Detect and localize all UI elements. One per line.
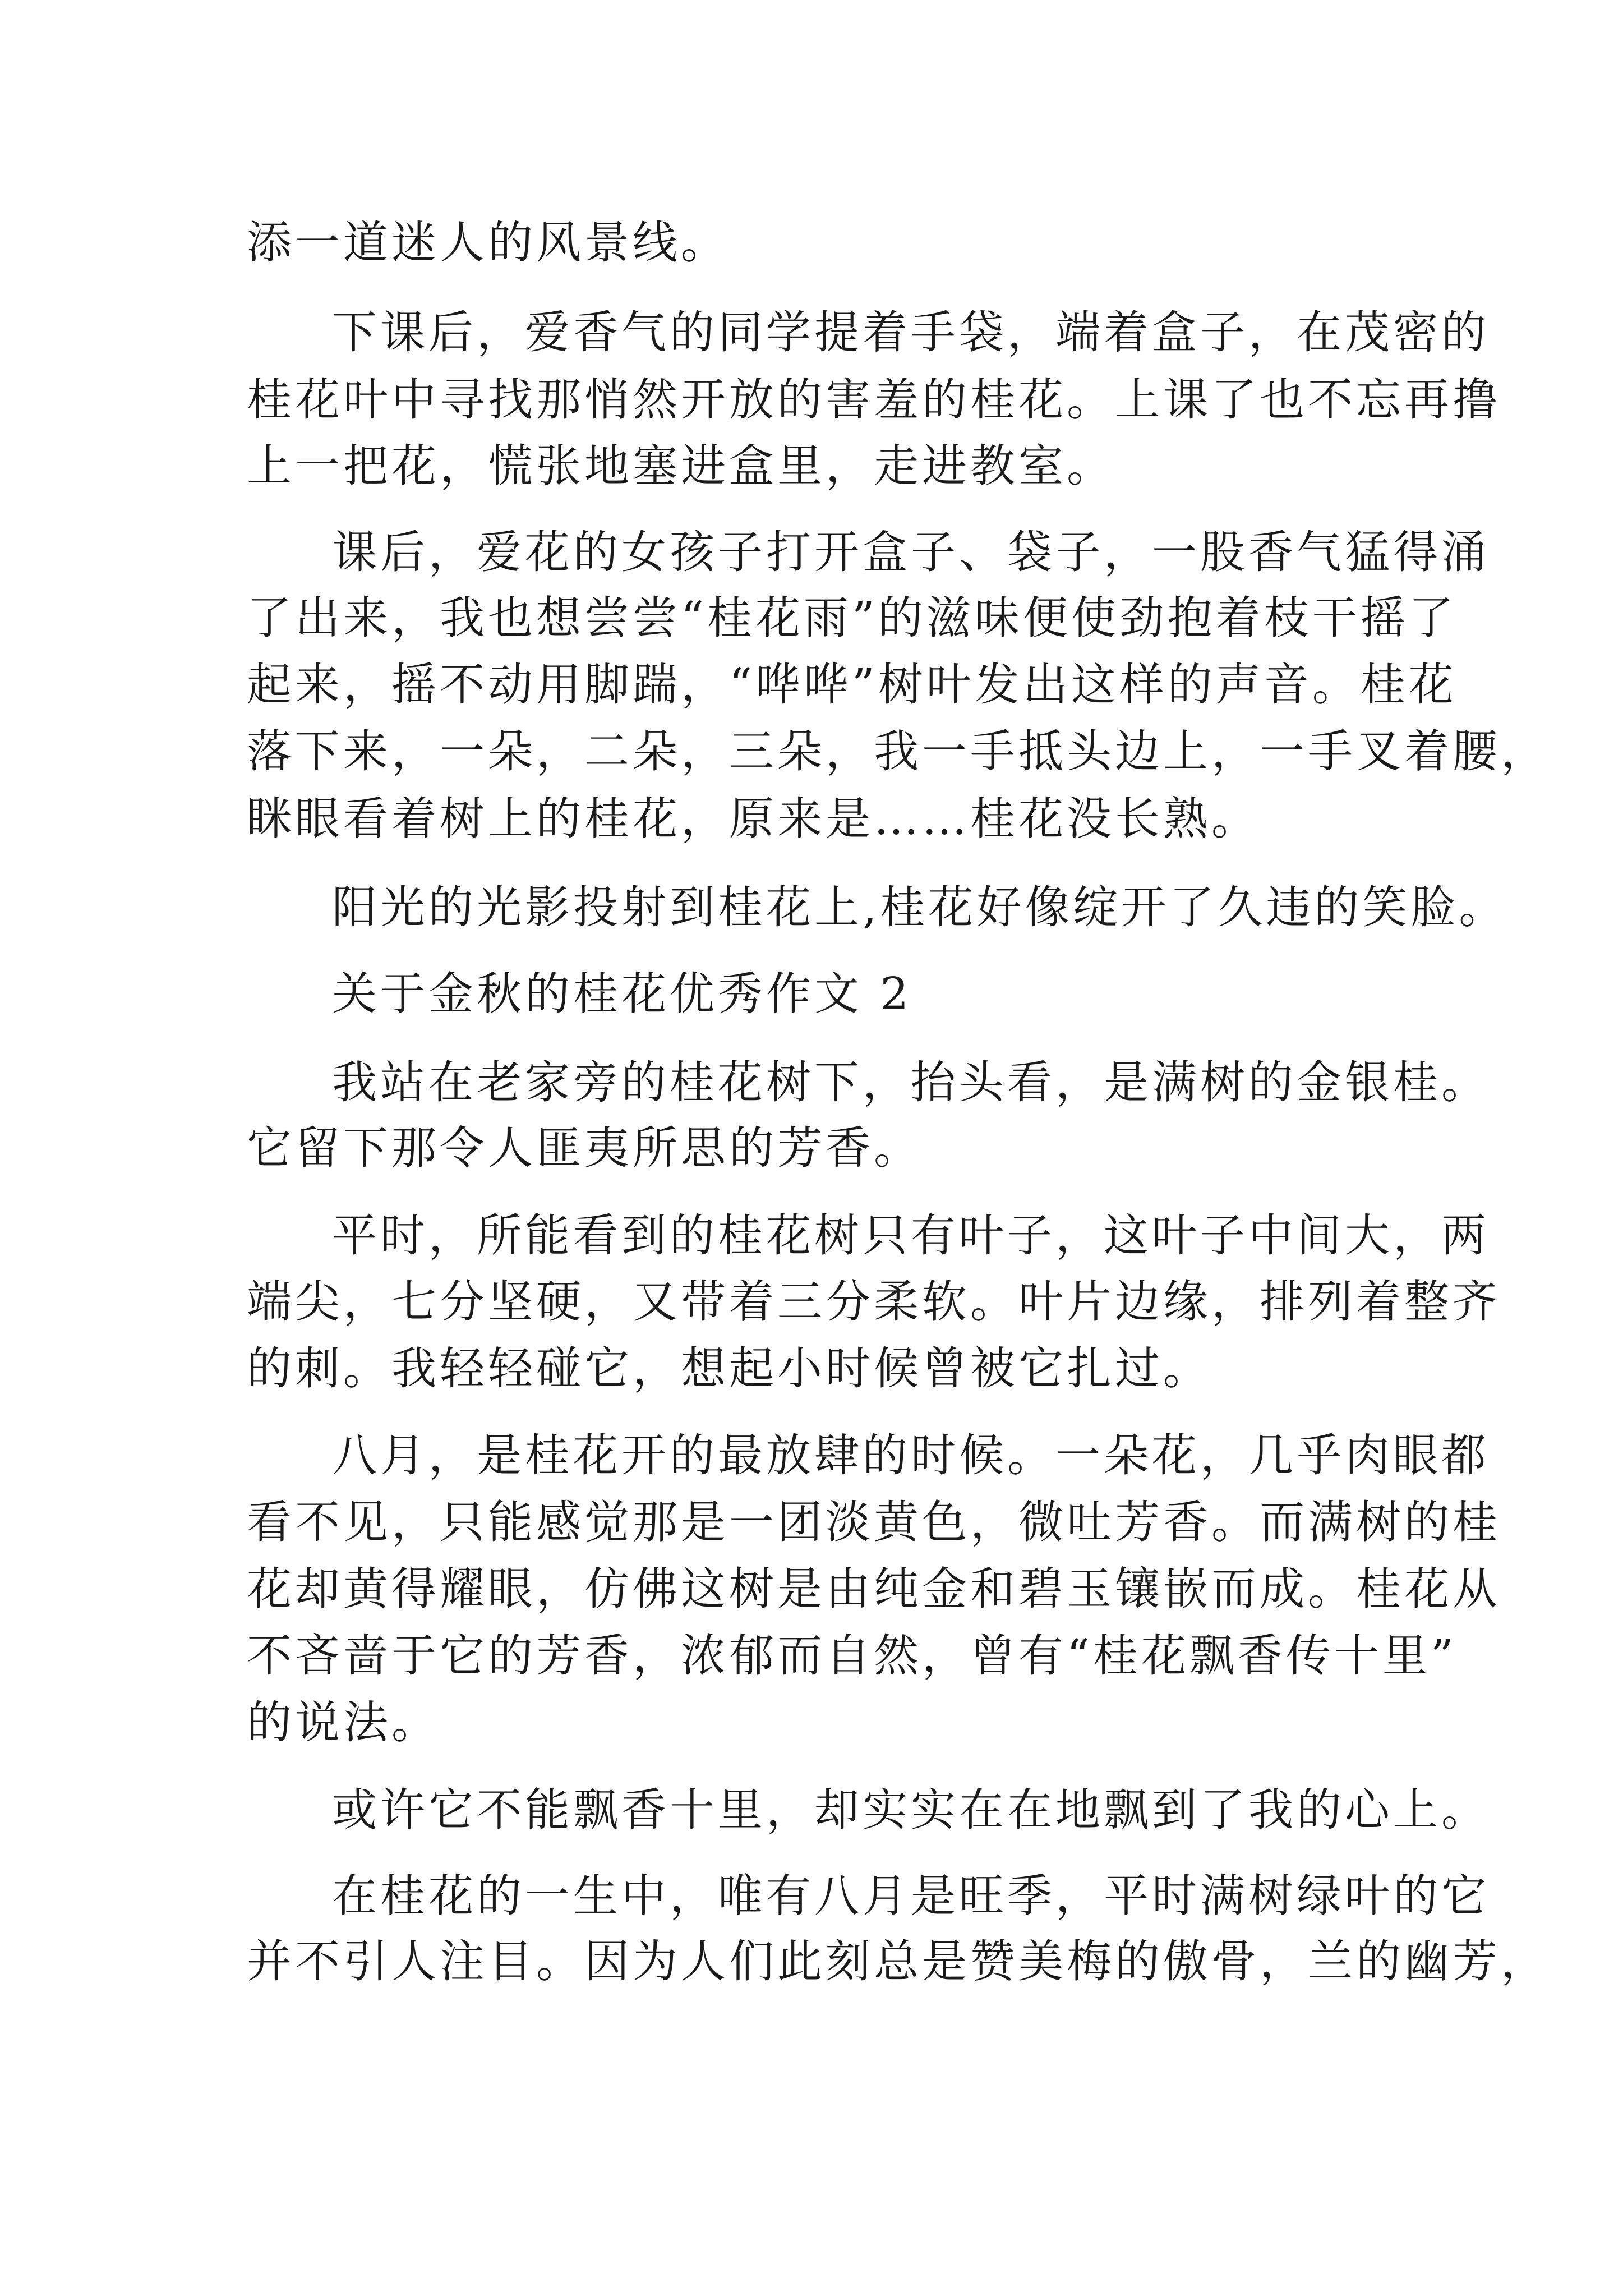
text-line: 桂花叶中寻找那悄然开放的害羞的桂花。上课了也不忘再撸 xyxy=(247,374,1501,426)
text-line: 起来，摇不动用脚踹，“哗哗”树叶发出这样的声音。桂花 xyxy=(247,659,1457,711)
text-line: 的刺。我轻轻碰它，想起小时候曾被它扎过。 xyxy=(247,1342,1211,1395)
paragraph-first-line: 或许它不能飘香十里，却实实在在地飘到了我的心上。 xyxy=(332,1784,1490,1836)
text-line: 了出来，我也想尝尝“桂花雨”的滋味便使劲抱着枝干摇了 xyxy=(247,592,1457,644)
text-line: 端尖，七分坚硬，又带着三分柔软。叶片边缘，排列着整齐 xyxy=(247,1276,1501,1328)
paragraph-first-line: 我站在老家旁的桂花树下，抬头看，是满树的金银桂。 xyxy=(332,1056,1490,1108)
text-line: 添一道迷人的风景线。 xyxy=(247,217,729,269)
text-line: 并不引人注目。因为人们此刻总是赞美梅的傲骨，兰的幽芳， xyxy=(247,1935,1549,1987)
text-line: 上一把花，慌张地塞进盒里，走进教室。 xyxy=(247,440,1115,492)
text-line: 的说法。 xyxy=(247,1696,440,1749)
text-line: 不吝啬于它的芳香，浓郁而自然，曾有“桂花飘香传十里” xyxy=(247,1630,1457,1682)
text-line: 落下来，一朵，二朵，三朵，我一手抵头边上，一手叉着腰， xyxy=(247,725,1549,777)
paragraph-first-line: 下课后，爱香气的同学提着手袋，端着盒子，在茂密的 xyxy=(332,306,1490,358)
paragraph-first-line: 在桂花的一生中，唯有八月是旺季，平时满树绿叶的它 xyxy=(332,1870,1490,1922)
paragraph-first-line: 平时，所能看到的桂花树只有叶子，这叶子中间大，两 xyxy=(332,1209,1490,1262)
section-heading: 关于金秋的桂花优秀作文 2 xyxy=(332,968,912,1020)
text-line: 眯眼看着树上的桂花，原来是……桂花没长熟。 xyxy=(247,793,1260,845)
text-line: 花却黄得耀眼，仿佛这树是由纯金和碧玉镶嵌而成。桂花从 xyxy=(247,1563,1501,1615)
text-line: 看不见，只能感觉那是一团淡黄色，微吐芳香。而满树的桂 xyxy=(247,1496,1501,1548)
text-line: 它留下那令人匪夷所思的芳香。 xyxy=(247,1122,922,1174)
paragraph-first-line: 阳光的光影投射到桂花上,桂花好像绽开了久违的笑脸。 xyxy=(332,881,1507,933)
paragraph-first-line: 课后，爱花的女孩子打开盒子、袋子，一股香气猛得涌 xyxy=(332,526,1490,578)
paragraph-first-line: 八月，是桂花开的最放肆的时候。一朵花，几乎肉眼都 xyxy=(332,1429,1490,1481)
